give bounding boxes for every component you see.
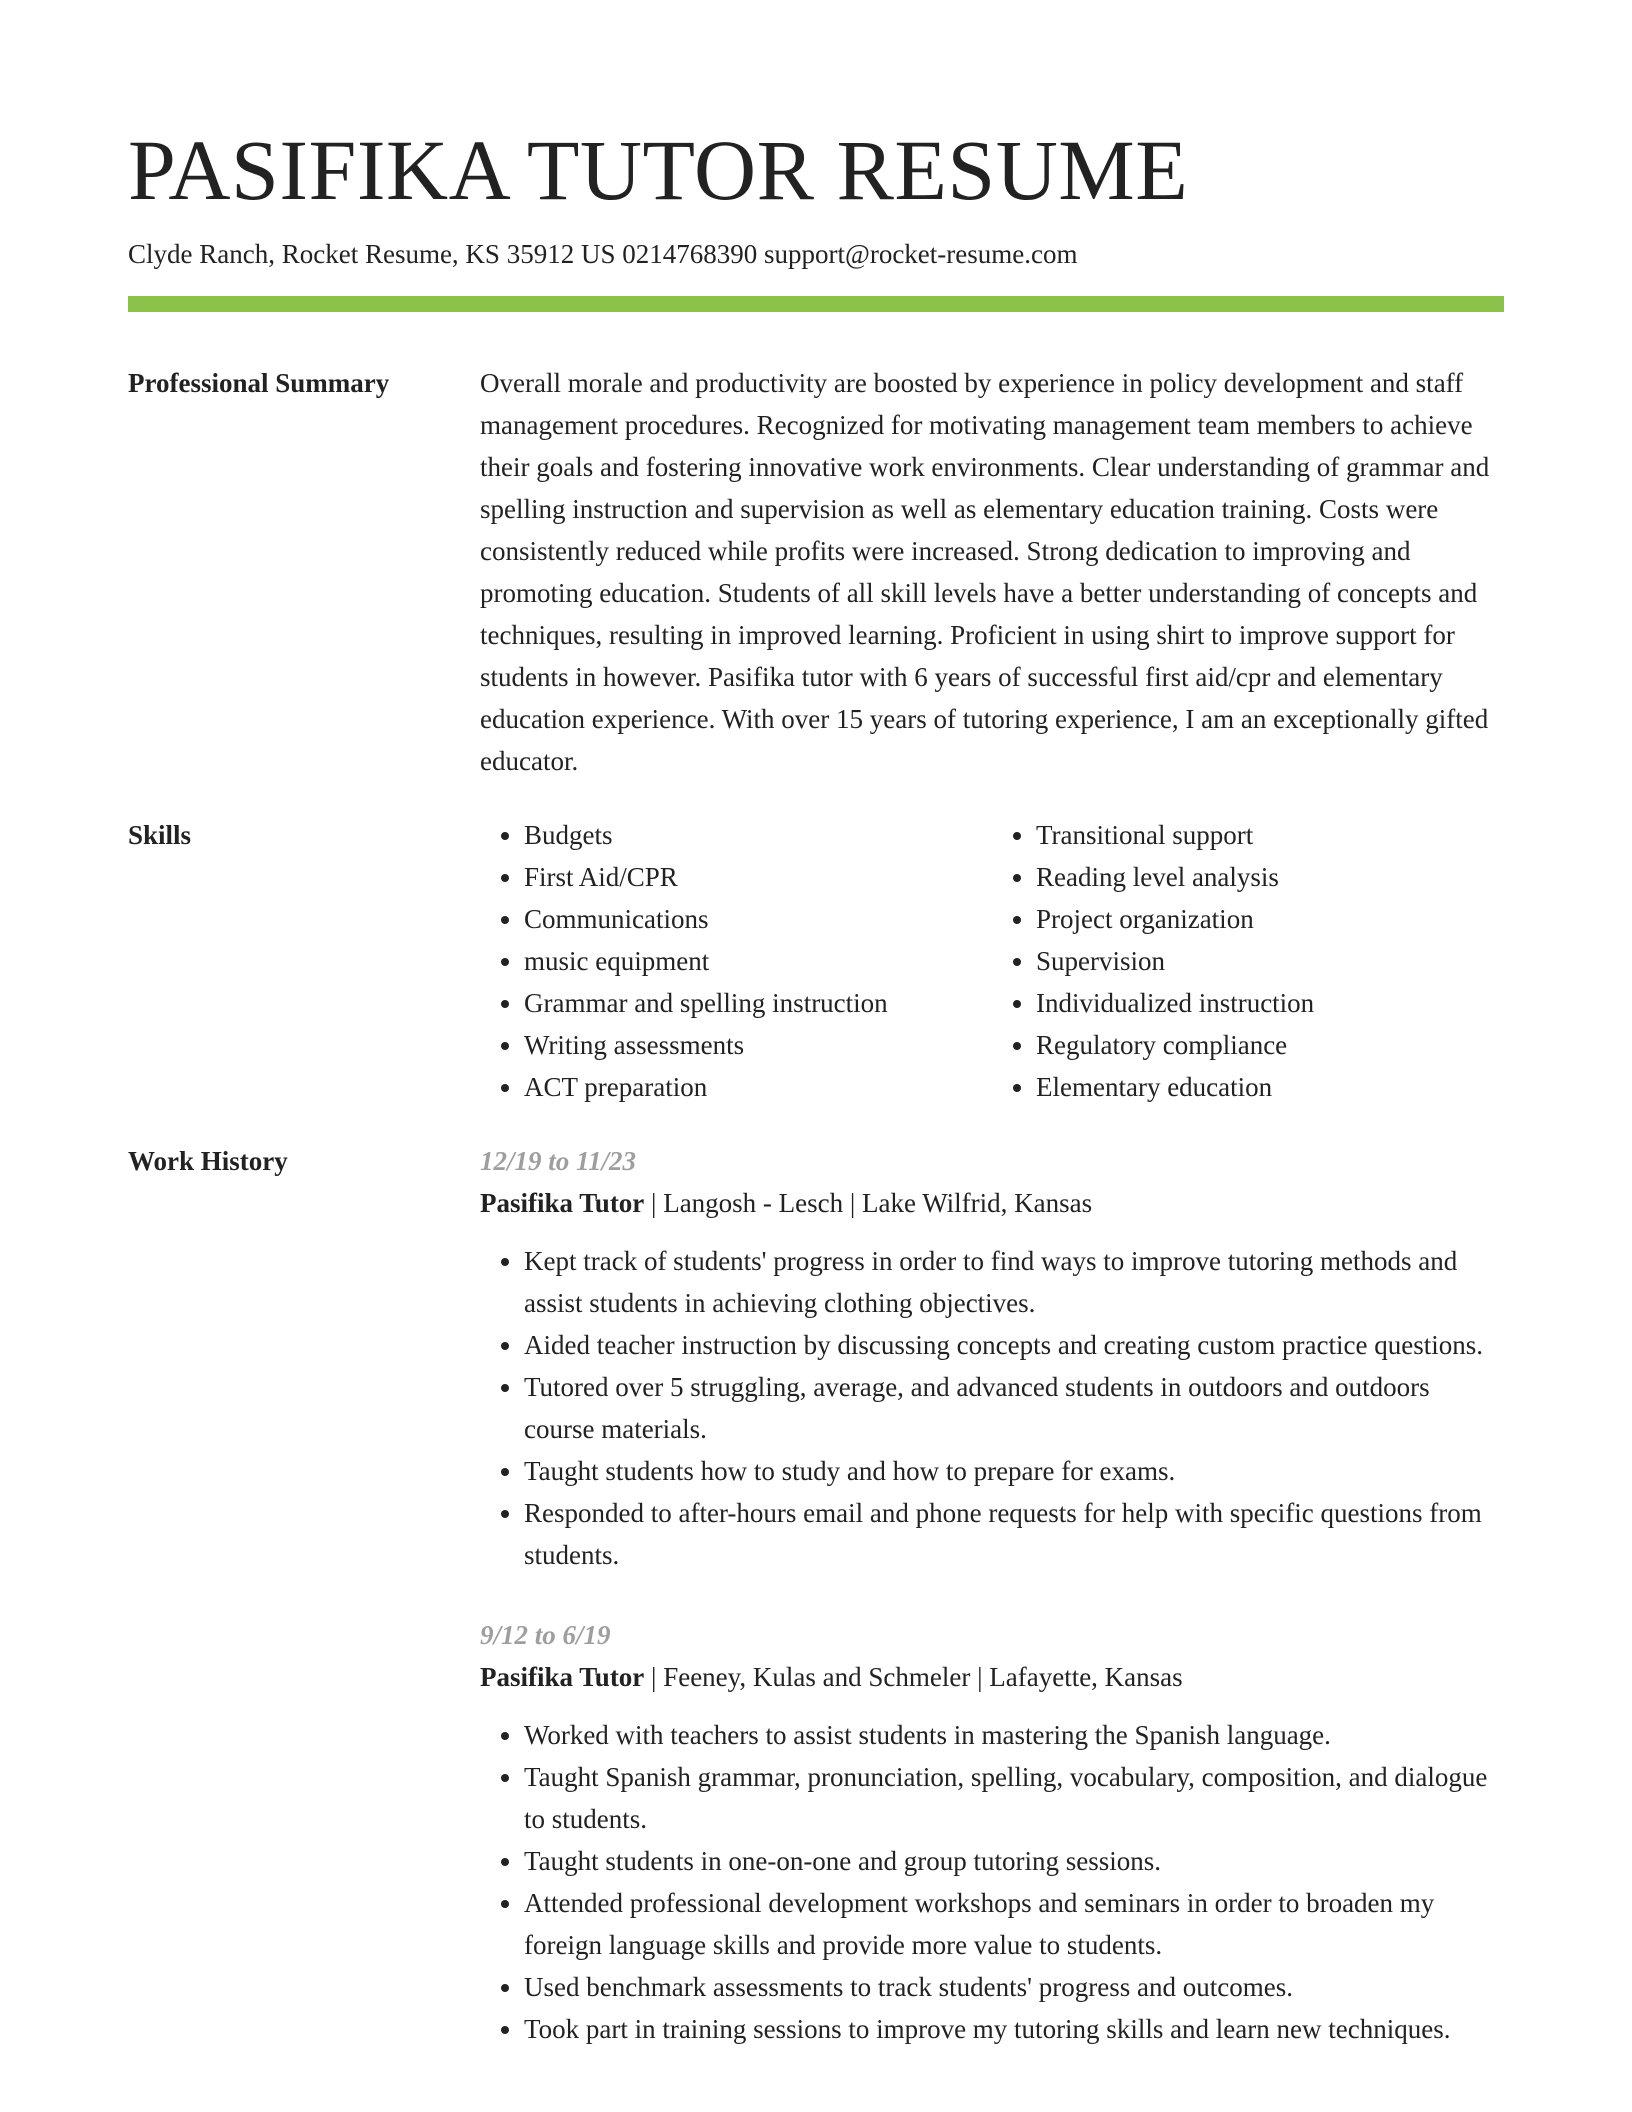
job-bullets: [480, 1240, 1504, 1576]
job-bullet: • Used benchmark assessments to track students' progress and outcomes.: [524, 1966, 1504, 2008]
skills-list-left: [480, 814, 992, 1108]
skill-item: • Elementary education: [1036, 1066, 1504, 1108]
contact-info: Clyde Ranch, Rocket Resume, KS 35912 US 0214768390 support@rocket-resume.com: [128, 239, 1078, 269]
work-history-label: Work History: [128, 1146, 288, 1176]
skill-item: • Grammar and spelling instruction: [524, 982, 992, 1024]
skills-section: [128, 814, 1504, 1108]
skill-item: • Budgets: [524, 814, 992, 856]
skill-item: • Regulatory compliance: [1036, 1024, 1504, 1066]
accent-divider: [128, 296, 1504, 312]
summary-body: [480, 362, 1504, 782]
skill-item: • Communications: [524, 898, 992, 940]
skill-item: • Supervision: [1036, 940, 1504, 982]
skill-item: • Writing assessments: [524, 1024, 992, 1066]
job-bullet: • Aided teacher instruction by discussing concepts and creating custom practice questions.: [524, 1324, 1504, 1366]
summary-section: [128, 362, 1504, 782]
skills-label: Skills: [128, 820, 192, 850]
job-bullet: • Responded to after-hours email and phone requests for help with specific questions from students.: [524, 1492, 1504, 1576]
job-entry: [480, 1140, 1504, 1576]
job-bullet: • Taught students how to study and how to prepare for exams.: [524, 1450, 1504, 1492]
summary-label: Professional Summary: [128, 368, 390, 398]
work-history-section: [128, 1140, 1504, 2088]
job-heading: [480, 1182, 1504, 1224]
skills-body: [480, 814, 1504, 1108]
skill-item: • music equipment: [524, 940, 992, 982]
job-details: | Langosh - Lesch | Lake Wilfrid, Kansas: [644, 1188, 1093, 1218]
job-bullets: [480, 1714, 1504, 2050]
resume-title: PASIFIKA TUTOR RESUME: [128, 122, 1189, 218]
job-bullet: • Worked with teachers to assist students in mastering the Spanish language.: [524, 1714, 1504, 1756]
skill-item: • First Aid/CPR: [524, 856, 992, 898]
skill-item: • ACT preparation: [524, 1066, 992, 1108]
skill-item: • Reading level analysis: [1036, 856, 1504, 898]
job-title: Pasifika Tutor: [480, 1188, 645, 1218]
job-dates: 9/12 to 6/19: [480, 1620, 611, 1650]
job-details: | Feeney, Kulas and Schmeler | Lafayette, Kansas: [644, 1662, 1183, 1692]
job-bullet: • Kept track of students' progress in order to find ways to improve tutoring methods and assist students in achieving clothing objectives.: [524, 1240, 1504, 1324]
job-bullet: • Attended professional development workshops and seminars in order to broaden my foreign language skills and provide more value to students.: [524, 1882, 1504, 1966]
job-bullet: • Taught Spanish grammar, pronunciation, spelling, vocabulary, composition, and dialogue to students.: [524, 1756, 1504, 1840]
skills-columns: [480, 814, 1504, 1108]
skill-item: • Individualized instruction: [1036, 982, 1504, 1024]
job-heading: [480, 1656, 1504, 1698]
job-bullet: • Tutored over 5 struggling, average, and advanced students in outdoors and outdoors course materials.: [524, 1366, 1504, 1450]
job-bullet: • Took part in training sessions to improve my tutoring skills and learn new techniques.: [524, 2008, 1504, 2050]
job-bullet: • Taught students in one-on-one and group tutoring sessions.: [524, 1840, 1504, 1882]
summary-text: Overall morale and productivity are boosted by experience in policy development and staff management procedures. Recognized for motivating management team members to achieve their goals and fostering innovative work environments. Clear understanding of grammar and spelling instruction and supervision as well as elementary education training. Costs were consistently reduced while profits were increased. Strong dedication to improving and promoting education. Students of all skill levels have a better understanding of concepts and techniques, resulting in improved learning. Proficient in using shirt to improve support for students in however. Pasifika tutor with 6 years of successful first aid/cpr and elementary education experience. With over 15 years of tutoring experience, I am an exceptionally gifted educator.: [480, 368, 1490, 776]
job-dates: 12/19 to 11/23: [480, 1146, 637, 1176]
skills-list-right: [992, 814, 1504, 1108]
work-history-body: [480, 1140, 1504, 2088]
skill-item: • Project organization: [1036, 898, 1504, 940]
skill-item: • Transitional support: [1036, 814, 1504, 856]
job-entry: [480, 1614, 1504, 2050]
job-title: Pasifika Tutor: [480, 1662, 645, 1692]
